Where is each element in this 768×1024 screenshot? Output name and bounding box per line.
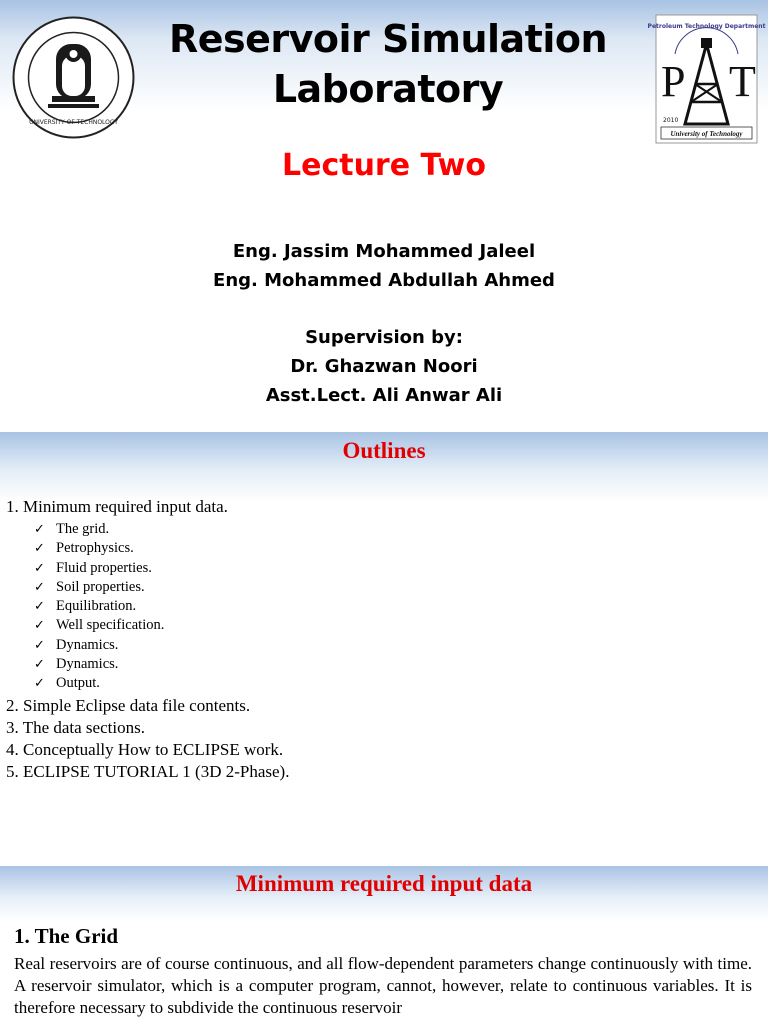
left-logo-text: UNIVERSITY OF TECHNOLOGY — [29, 119, 118, 126]
right-logo-letter-p: P — [661, 57, 686, 106]
list-item: ✓ Well specification. — [6, 616, 746, 635]
right-logo-text: Petroleum Technology Department — [647, 23, 766, 30]
grid-paragraph: Real reservoirs are of course continuous, and all flow-dependent parameters change continuously with time. A reservoir simulator, which is a computer program, cannot, however, relate to continuous variables. It is therefore necessary to subdivide the continuous reservoir — [14, 954, 752, 1017]
university-logo — [12, 14, 135, 141]
outlines-heading: Outlines — [342, 438, 426, 463]
list-item: ✓ Soil properties. — [6, 578, 746, 597]
title-line-2: Laboratory — [272, 67, 504, 111]
author-2: Eng. Mohammed Abdullah Ahmed — [213, 270, 555, 291]
checkmark-icon: ✓ — [34, 676, 45, 692]
department-logo — [647, 14, 766, 144]
supervisor-1: Dr. Ghazwan Noori — [290, 356, 478, 377]
outlines-slide — [0, 432, 768, 866]
list-item: ✓ Petrophysics. — [6, 539, 746, 558]
outline-item-4: 4. Conceptually How to ECLIPSE work. — [6, 739, 284, 759]
right-logo-footer: University of Technology — [670, 130, 743, 138]
supervisor-2: Asst.Lect. Ali Anwar Ali — [265, 385, 503, 406]
list-item: ✓ Fluid properties. — [6, 559, 746, 578]
checkmark-icon: ✓ — [34, 522, 45, 537]
list-item: ✓ Dynamics. — [6, 636, 746, 655]
list-item: ✓ Equilibration. — [6, 597, 746, 616]
page-title — [138, 14, 638, 114]
outline-item-2: 2. Simple Eclipse data file contents. — [6, 695, 251, 715]
outline-item-1: 1. Minimum required input data. — [6, 497, 228, 516]
checkmark-icon: ✓ — [34, 560, 45, 576]
right-logo-letter-t: T — [729, 57, 756, 106]
list-item: ✓ Dynamics. — [6, 655, 746, 674]
author-1: Eng. Jassim Mohammed Jaleel — [232, 241, 536, 262]
outline-item-5: 5. ECLIPSE TUTORIAL 1 (3D 2-Phase). — [6, 761, 290, 781]
list-item: ✓ The grid. — [6, 520, 746, 539]
checkmark-icon: ✓ — [34, 618, 45, 634]
checkmark-icon: ✓ — [34, 599, 45, 615]
outline-item-3: 3. The data sections. — [6, 717, 145, 737]
input-data-slide — [0, 866, 768, 1024]
lecture-title: Lecture Two — [281, 148, 487, 183]
grid-subheading: 1. The Grid — [14, 924, 119, 948]
supervision-label: Supervision by: — [305, 327, 463, 348]
right-logo-year: 2010 — [663, 117, 679, 124]
outline-list — [6, 496, 746, 783]
checkmark-icon: ✓ — [34, 637, 45, 653]
outline-sublist — [6, 520, 746, 694]
list-item: ✓ Output. — [6, 674, 746, 693]
checkmark-icon: ✓ — [34, 541, 45, 557]
checkmark-icon: ✓ — [34, 657, 45, 673]
title-slide — [0, 0, 768, 432]
supervision-block — [0, 323, 768, 410]
title-line-1: Reservoir Simulation — [168, 17, 608, 61]
input-data-heading: Minimum required input data — [235, 871, 533, 896]
authors — [0, 237, 768, 295]
checkmark-icon: ✓ — [34, 579, 45, 595]
